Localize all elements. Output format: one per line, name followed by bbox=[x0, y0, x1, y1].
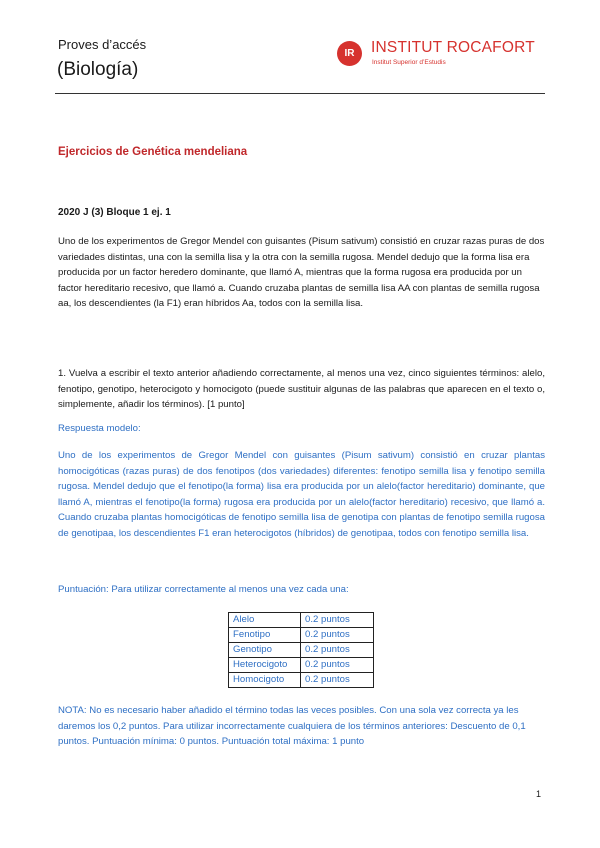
section-title: Ejercicios de Genética mendeliana bbox=[58, 146, 248, 158]
term-cell: Heterocigoto bbox=[229, 658, 301, 673]
page-number: 1 bbox=[536, 789, 542, 799]
table-row bbox=[229, 613, 374, 628]
points-cell: 0.2 puntos bbox=[301, 643, 374, 658]
table-row bbox=[229, 643, 374, 658]
term-cell: Fenotipo bbox=[229, 628, 301, 643]
logo-badge-icon: IR bbox=[337, 41, 362, 66]
header-course-title: Proves d’accés bbox=[58, 37, 147, 52]
header-subject: (Biología) bbox=[57, 59, 139, 80]
logo-name: INSTITUT ROCAFORT bbox=[371, 39, 535, 56]
institute-logo bbox=[337, 37, 547, 73]
points-cell: 0.2 puntos bbox=[301, 628, 374, 643]
points-cell: 0.2 puntos bbox=[301, 673, 374, 688]
points-cell: 0.2 puntos bbox=[301, 658, 374, 673]
logo-subtitle: Institut Superior d’Estudis bbox=[372, 59, 446, 66]
model-answer: Uno de los experimentos de Gregor Mendel con guisantes (Pisum sativum) consistió en cruzar plantas homocigóticas (razas puras) de dos fenotipos (dos variedades) diferentes: fenotipo semilla lisa y fenotipo semilla rugosa. Mendel dedujo que el fenotipo(la forma) lisa era producida por un alelo(factor hereditario) dominante, que llamó A, mientras el fenotipo(la forma) rugosa era producida por un alelo(factor hereditario) recesivo, que llamó a. Cuando cruzaba plantas homocigóticas de fenotipo semilla lisa de genotipa con plantas de fenotipo semilla rugosa de genotipaa, los descendientes F1 eran heterocigotos (híbridos) de genotipaa, todos con fenotipo semilla lisa. bbox=[58, 450, 545, 539]
header-divider bbox=[55, 93, 545, 94]
term-cell: Alelo bbox=[229, 613, 301, 628]
table-row bbox=[229, 673, 374, 688]
exam-reference: 2020 J (3) Bloque 1 ej. 1 bbox=[58, 207, 171, 218]
table-row bbox=[229, 628, 374, 643]
scoring-note: NOTA: No es necesario haber añadido el término todas las veces posibles. Con una sola vez correcta ya les daremos los 0,2 puntos. Para utilizar incorrectamente cualquiera de los términos anteriores: Descuento de 0,1 puntos. Puntuación mínima: 0 puntos. Puntuación total máxima: 1 punto bbox=[58, 705, 526, 747]
points-cell: 0.2 puntos bbox=[301, 613, 374, 628]
term-cell: Genotipo bbox=[229, 643, 301, 658]
question-text: 1. Vuelva a escribir el texto anterior añadiendo correctamente, al menos una vez, cinco siguientes términos: alelo, fenotipo, genotipo, heterocigoto y homocigoto (puede sustituir algunas de las palabras que aparecen en el texto o, simplemente, añadir los términos). [1 punto] bbox=[58, 368, 545, 410]
table-row bbox=[229, 658, 374, 673]
intro-paragraph: Uno de los experimentos de Gregor Mendel con guisantes (Pisum sativum) consistió en cruzar razas puras de dos variedades distintas, una con la semilla lisa y la otra con la semilla rugosa. Mendel dedujo que la forma lisa era producida por un factor heredero dominante, que llamó A, mientras que la forma rugosa era producida por un factor hereditario recesivo, que llamó a. Cuando cruzaba plantas de semilla lisa AA con plantas de semilla rugosa aa, los descendientes (la F1) eran híbridos Aa, todos con la semilla lisa. bbox=[58, 236, 545, 309]
term-cell: Homocigoto bbox=[229, 673, 301, 688]
scoring-label: Puntuación: Para utilizar correctamente al menos una vez cada una: bbox=[58, 584, 349, 595]
scoring-table bbox=[228, 612, 374, 688]
answer-label: Respuesta modelo: bbox=[58, 423, 141, 434]
